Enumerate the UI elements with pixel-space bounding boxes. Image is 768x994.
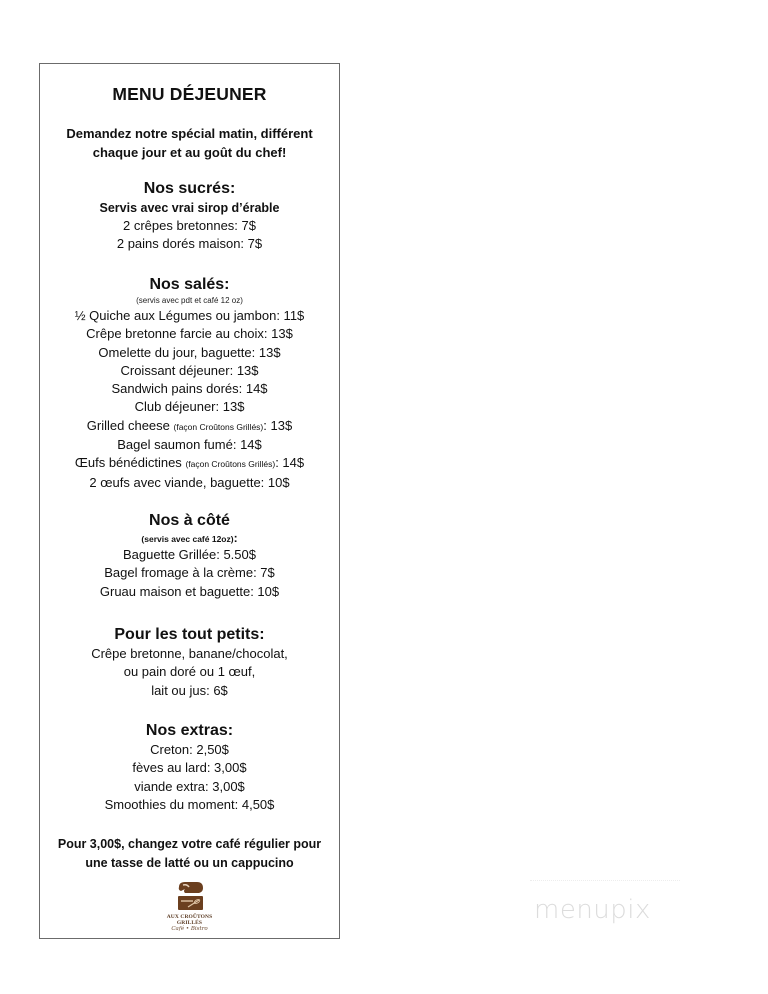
note-text: (servis avec café 12oz) xyxy=(141,534,234,544)
menupix-watermark: menupix xyxy=(534,895,651,925)
logo-name: AUX CROÛTONS GRILLÉS xyxy=(166,914,213,926)
intro-line: chaque jour et au goût du chef! xyxy=(92,145,287,160)
logo-tagline: Café • Bistro xyxy=(171,926,208,932)
menu-card xyxy=(39,63,340,939)
note-line: Pour 3,00$, changez votre café régulier pour xyxy=(57,837,322,851)
section-petits xyxy=(40,625,339,700)
item-detail: (façon Croûtons Grillés) xyxy=(173,421,264,432)
menu-item: Creton: 2,50$ xyxy=(150,742,229,757)
menu-item xyxy=(40,454,339,473)
menu-item: Bagel fromage à la crème: 7$ xyxy=(104,565,275,581)
section-heading: Nos extras: xyxy=(145,722,234,739)
section-note xyxy=(40,531,339,546)
section-heading: Pour les tout petits: xyxy=(114,626,265,643)
menu-item: Gruau maison et baguette: 10$ xyxy=(99,583,280,599)
menu-item: ou pain doré ou 1 œuf, xyxy=(123,664,256,680)
section-extras xyxy=(40,721,339,814)
item-name: Œufs bénédictines xyxy=(74,455,186,471)
menu-item: Baguette Grillée: 5.50$ xyxy=(123,547,256,562)
menu-item: Bagel saumon fumé: 14$ xyxy=(117,437,262,453)
section-sucres xyxy=(40,179,339,254)
menu-title: MENU DÉJEUNER xyxy=(112,84,267,104)
item-price: : 14$ xyxy=(275,455,305,471)
menu-item: Smoothies du moment: 4,50$ xyxy=(104,796,275,812)
bread-whisk-logo-icon xyxy=(173,879,207,913)
menu-item: viande extra: 3,00$ xyxy=(134,778,245,794)
intro-text xyxy=(40,124,339,162)
section-subheading: Servis avec vrai sirop d’érable xyxy=(99,201,280,215)
menu-item: ½ Quiche aux Légumes ou jambon: 11$ xyxy=(74,308,305,323)
menu-item: Sandwich pains dorés: 14$ xyxy=(111,381,268,397)
menu-item xyxy=(40,417,339,436)
section-heading: Nos salés: xyxy=(149,276,230,293)
menu-item: Club déjeuner: 13$ xyxy=(134,399,245,415)
intro-line: Demandez notre spécial matin, différent xyxy=(66,126,313,141)
menu-item: lait ou jus: 6$ xyxy=(151,682,228,698)
section-note: (servis avec pdt et café 12 oz) xyxy=(136,296,243,305)
note-colon: : xyxy=(233,531,238,545)
menu-item: Crêpe bretonne, banane/chocolat, xyxy=(91,646,288,661)
item-name: Grilled cheese xyxy=(86,417,174,433)
menu-item: fèves au lard: 3,00$ xyxy=(132,760,247,776)
restaurant-logo xyxy=(155,879,225,932)
section-heading: Nos sucrés: xyxy=(143,180,236,197)
section-sales xyxy=(40,275,339,492)
item-detail: (façon Croûtons Grillés) xyxy=(185,459,276,470)
menu-item: 2 crêpes bretonnes: 7$ xyxy=(123,218,256,233)
menu-item: Omelette du jour, baguette: 13$ xyxy=(98,344,281,360)
menu-item: Croissant déjeuner: 13$ xyxy=(120,362,259,378)
item-price: : 13$ xyxy=(263,417,293,433)
section-heading: Nos à côté xyxy=(149,512,230,529)
coffee-upgrade-note xyxy=(40,835,339,873)
menu-item: 2 œufs avec viande, baguette: 10$ xyxy=(89,474,290,490)
note-line: une tasse de latté ou un cappucino xyxy=(85,856,294,870)
section-cote xyxy=(40,511,339,601)
menu-item: Crêpe bretonne farcie au choix: 13$ xyxy=(86,326,293,342)
menu-item: 2 pains dorés maison: 7$ xyxy=(116,236,263,252)
watermark-decoration xyxy=(530,880,680,887)
